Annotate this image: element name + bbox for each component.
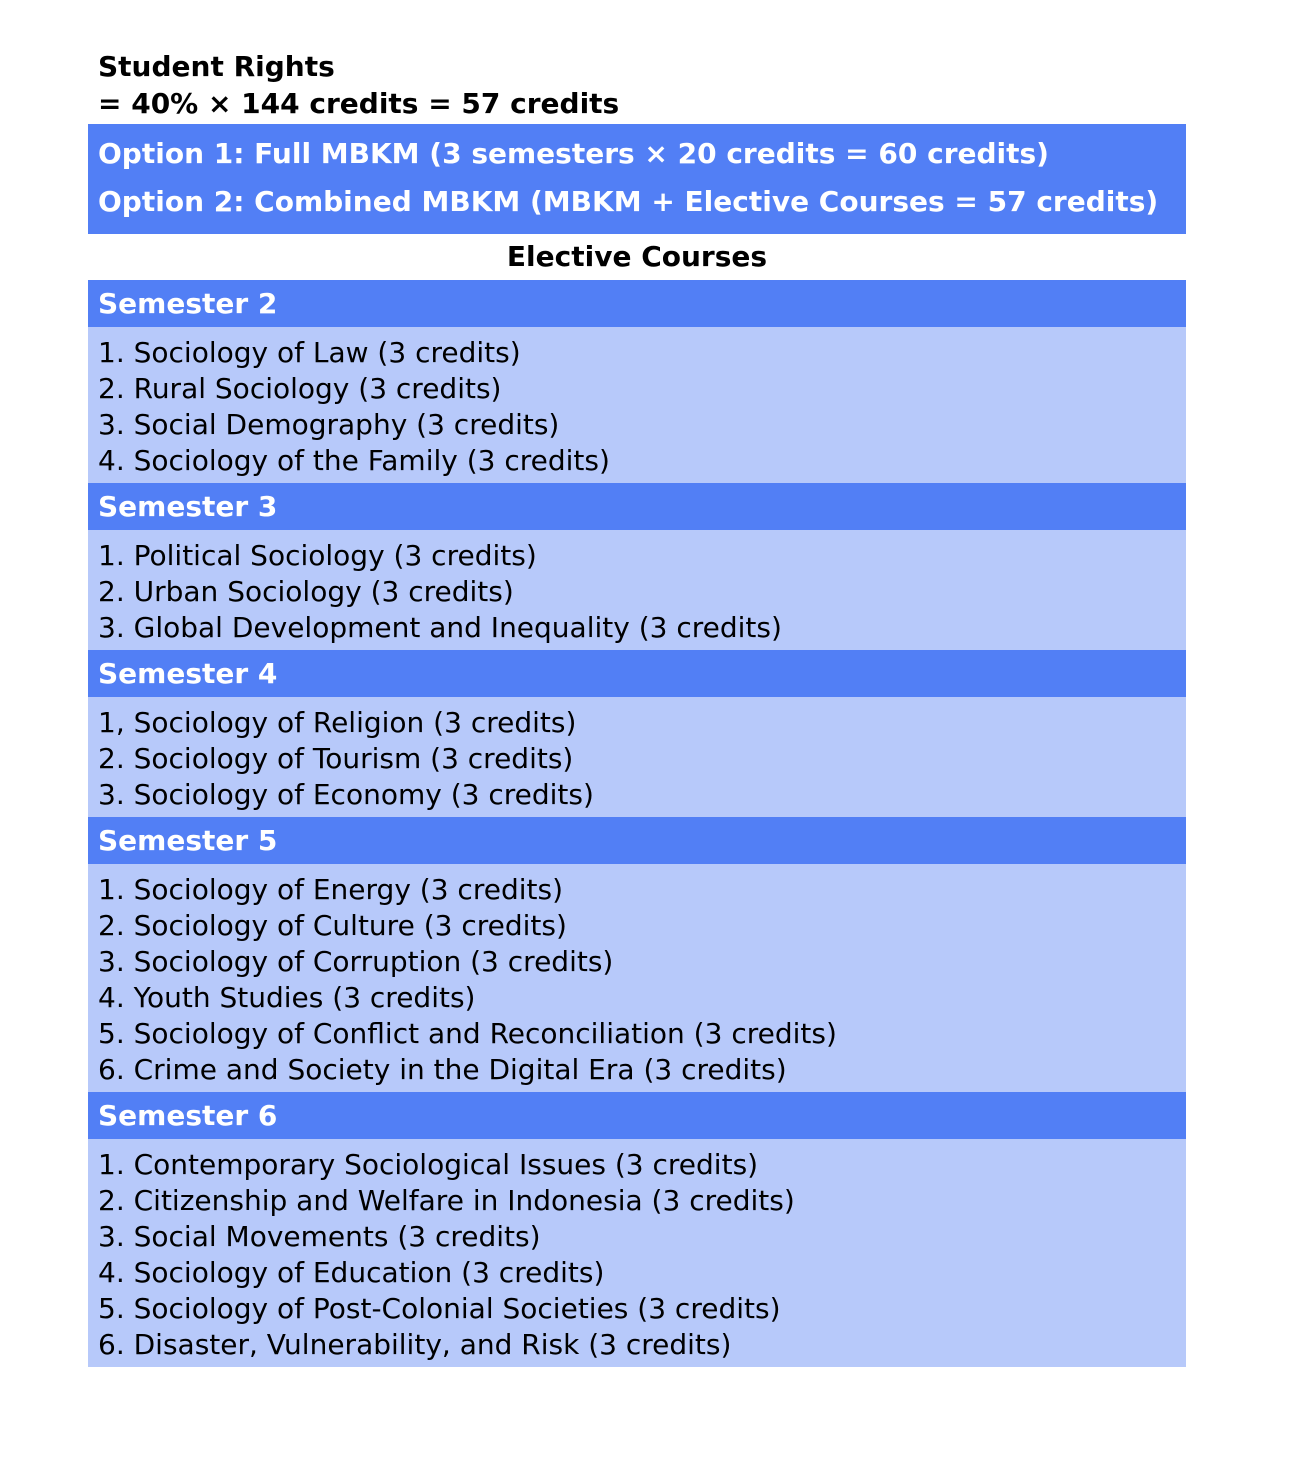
mbkm-options-box <box>88 124 1186 234</box>
course-item: 5. Sociology of Post-Colonial Societies (3 credits) <box>98 1292 781 1325</box>
course-item: 1. Sociology of Energy (3 credits) <box>98 873 563 906</box>
course-item: 3. Sociology of Economy (3 credits) <box>98 778 594 811</box>
semester-5-section <box>88 817 1186 1092</box>
student-rights-title: Student Rights <box>98 50 335 83</box>
semester-4-section <box>88 650 1186 817</box>
semester-3-courses <box>88 530 1186 650</box>
semester-2-header: Semester 2 <box>88 280 1186 327</box>
course-item: 5. Sociology of Conflict and Reconciliation (3 credits) <box>98 1017 837 1050</box>
semester-6-header: Semester 6 <box>88 1092 1186 1139</box>
semester-6-courses <box>88 1139 1186 1367</box>
course-item: 3. Global Development and Inequality (3 credits) <box>98 611 782 644</box>
course-item: 2. Citizenship and Welfare in Indonesia (3 credits) <box>98 1184 795 1217</box>
semester-3-header: Semester 3 <box>88 483 1186 530</box>
course-item: 4. Youth Studies (3 credits) <box>98 981 476 1014</box>
course-item: 3. Social Demography (3 credits) <box>98 408 560 441</box>
semester-4-courses <box>88 697 1186 817</box>
document <box>88 48 1186 1367</box>
elective-courses-title: Elective Courses <box>506 240 768 273</box>
option-2: Option 2: Combined MBKM (MBKM + Elective Courses = 57 credits) <box>98 185 1159 218</box>
semester-3-section <box>88 483 1186 650</box>
course-item: 6. Disaster, Vulnerability, and Risk (3 credits) <box>98 1328 732 1361</box>
semester-2-section <box>88 280 1186 483</box>
semester-5-courses <box>88 864 1186 1092</box>
semester-2-courses <box>88 327 1186 483</box>
course-item: 1, Sociology of Religion (3 credits) <box>98 706 577 739</box>
course-item: 1. Contemporary Sociological Issues (3 credits) <box>98 1148 759 1181</box>
course-item: 1. Political Sociology (3 credits) <box>98 539 537 572</box>
course-item: 3. Social Movements (3 credits) <box>98 1220 541 1253</box>
course-item: 4. Sociology of the Family (3 credits) <box>98 444 610 477</box>
course-item: 6. Crime and Society in the Digital Era (3 credits) <box>98 1053 787 1086</box>
course-item: 2. Sociology of Tourism (3 credits) <box>98 742 574 775</box>
course-item: 3. Sociology of Corruption (3 credits) <box>98 945 614 978</box>
course-item: 1. Sociology of Law (3 credits) <box>98 336 521 369</box>
course-item: 2. Rural Sociology (3 credits) <box>98 372 502 405</box>
course-item: 4. Sociology of Education (3 credits) <box>98 1256 605 1289</box>
student-rights-formula: = 40% × 144 credits = 57 credits <box>98 87 620 120</box>
semester-6-section <box>88 1092 1186 1367</box>
course-item: 2. Sociology of Culture (3 credits) <box>98 909 567 942</box>
course-item: 2. Urban Sociology (3 credits) <box>98 575 514 608</box>
option-1: Option 1: Full MBKM (3 semesters × 20 credits = 60 credits) <box>98 137 1049 170</box>
semester-5-header: Semester 5 <box>88 817 1186 864</box>
semester-4-header: Semester 4 <box>88 650 1186 697</box>
